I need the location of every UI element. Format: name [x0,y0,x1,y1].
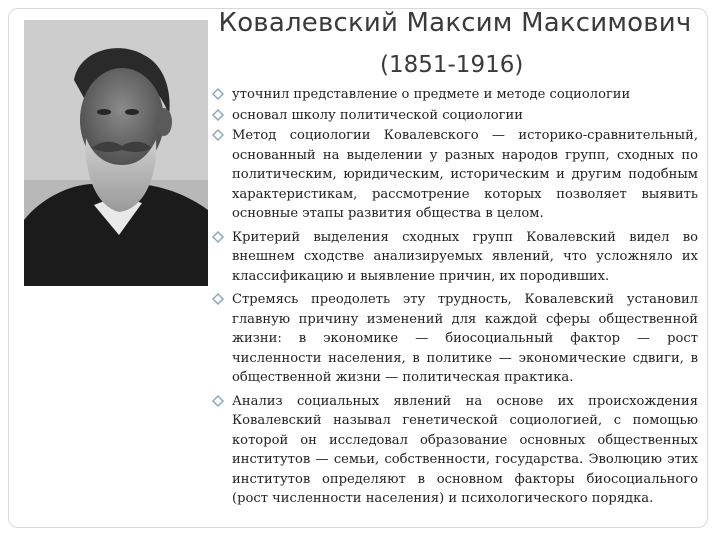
bullet-text: уточнил представление о предмете и методе социологии [232,87,631,102]
bullet-item [212,85,698,105]
bullet-item [212,290,698,388]
bullet-item [212,392,698,509]
bullet-marker-icon [212,88,224,100]
bullet-text: Критерий выделения сходных групп Ковалевский видел во внешнем сходстве анализируемых явлений, что усложняло их классификацию и выявление причин, их породивших. [232,229,698,284]
bullet-item [212,228,698,287]
slide-subtitle: (1851-1916) [380,52,524,78]
bullet-text: Метод социологии Ковалевского — историко-сравнительный, основанный на выделении у разных народов групп, сходных по политическим, юридическим, историческим и другим подобным характеристикам, рассмотрение которых позволяет выявить основные этапы развития общества в целом. [232,128,698,221]
bullet-text: основал школу политической социологии [232,107,523,123]
bullet-text: Анализ социальных явлений на основе их происхождения Ковалевский называл генетической социологией, с помощью которой он исследовал образование основных общественных институтов — семьи, собственности, государства. Эволюцию этих институтов определяют в основном факторы биосоциального (рост численности населения) и психологического порядка. [232,393,698,506]
bullet-marker-icon [212,395,224,407]
slide-title: Ковалевский Максим Максимович [218,8,692,38]
bullet-list [212,85,698,509]
bullet-content [212,85,698,513]
bullet-marker-icon [212,109,224,121]
bullet-marker-icon [212,129,224,141]
portrait-illustration [24,20,208,286]
bullet-marker-icon [212,293,224,305]
bullet-marker-icon [212,231,224,243]
bullet-item [212,126,698,224]
bullet-text: Стремясь преодолеть эту трудность, Ковалевский установил главную причину изменений для каждой сферы общественной жизни: в экономике — биосоциальный фактор — рост численности населения, в политике — экономические сдвиги, в общественной жизни — политическая практика. [232,292,698,385]
portrait-photo [24,20,208,286]
bullet-item [212,106,698,126]
